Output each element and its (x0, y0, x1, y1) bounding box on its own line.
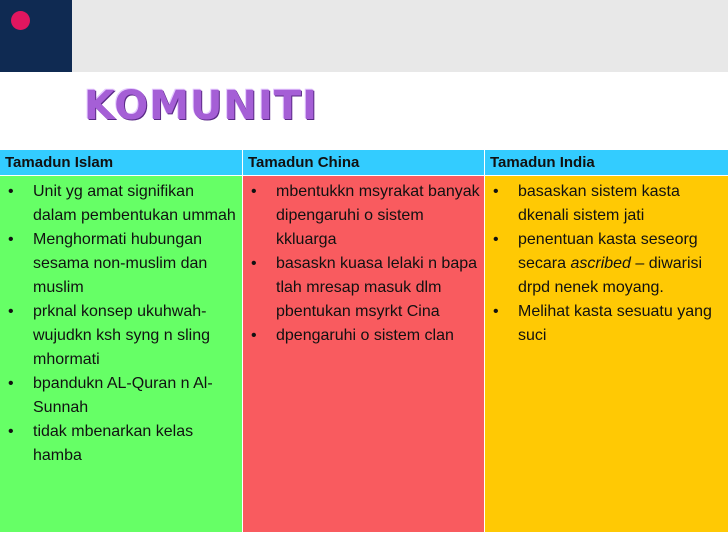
list-item (0, 300, 242, 372)
bullet-list (243, 176, 484, 348)
list-item (0, 372, 242, 420)
list-item-text: basaskn kuasa lelaki n bapa tlah mresap masuk dlm pbentukan msyrkt Cina (276, 255, 478, 320)
decorative-dot (11, 11, 30, 30)
list-item (485, 228, 728, 300)
bullet-icon: • (251, 255, 257, 272)
list-item (243, 324, 484, 348)
bullet-icon: • (493, 231, 499, 248)
list-item-text: prknal konsep ukuhwah-wujudkn ksh syng n sling mhormati (33, 303, 210, 368)
comparison-table (0, 150, 728, 532)
bullet-icon: • (493, 303, 499, 320)
column-header: Tamadun China (243, 150, 484, 176)
list-item (0, 228, 242, 300)
list-item-text: Menghormati hubungan sesama non-muslim dan muslim (33, 231, 208, 296)
list-item-text: basaskan sistem kasta dkenali sistem jati (518, 183, 680, 224)
column-tamadun-india (485, 150, 728, 532)
top-left-accent-block (0, 0, 72, 72)
column-tamadun-china (243, 150, 484, 532)
list-item-text: penentuan kasta seseorg secara ascribed – diwarisi drpd nenek moyang. (518, 231, 703, 296)
list-item-text: tidak mbenarkan kelas hamba (33, 423, 194, 464)
bullet-list (485, 176, 728, 348)
list-item (0, 420, 242, 468)
bullet-icon: • (251, 183, 257, 200)
bullet-icon: • (8, 423, 14, 440)
column-tamadun-islam (0, 150, 242, 532)
bullet-icon: • (8, 303, 14, 320)
bullet-icon: • (8, 375, 14, 392)
list-item (485, 180, 728, 228)
slide-title: KOMUNITI (84, 83, 319, 129)
bullet-icon: • (8, 231, 14, 248)
list-item (243, 252, 484, 324)
bullet-icon: • (8, 183, 14, 200)
list-item (485, 300, 728, 348)
list-item (243, 180, 484, 252)
list-item-text: bpandukn AL-Quran n Al-Sunnah (33, 375, 213, 416)
list-item-text: dpengaruhi o sistem clan (276, 327, 454, 344)
column-header: Tamadun India (485, 150, 728, 176)
column-header: Tamadun Islam (0, 150, 242, 176)
list-item-text: Unit yg amat signifikan dalam pembentukan ummah (33, 183, 236, 224)
list-item-text: mbentukkn msyrakat banyak dipengaruhi o sistem kkluarga (276, 183, 480, 248)
list-item (0, 180, 242, 228)
bullet-list (0, 176, 242, 468)
top-header-band (72, 0, 728, 72)
bullet-icon: • (251, 327, 257, 344)
list-item-text: Melihat kasta sesuatu yang suci (518, 303, 712, 344)
bullet-icon: • (493, 183, 499, 200)
